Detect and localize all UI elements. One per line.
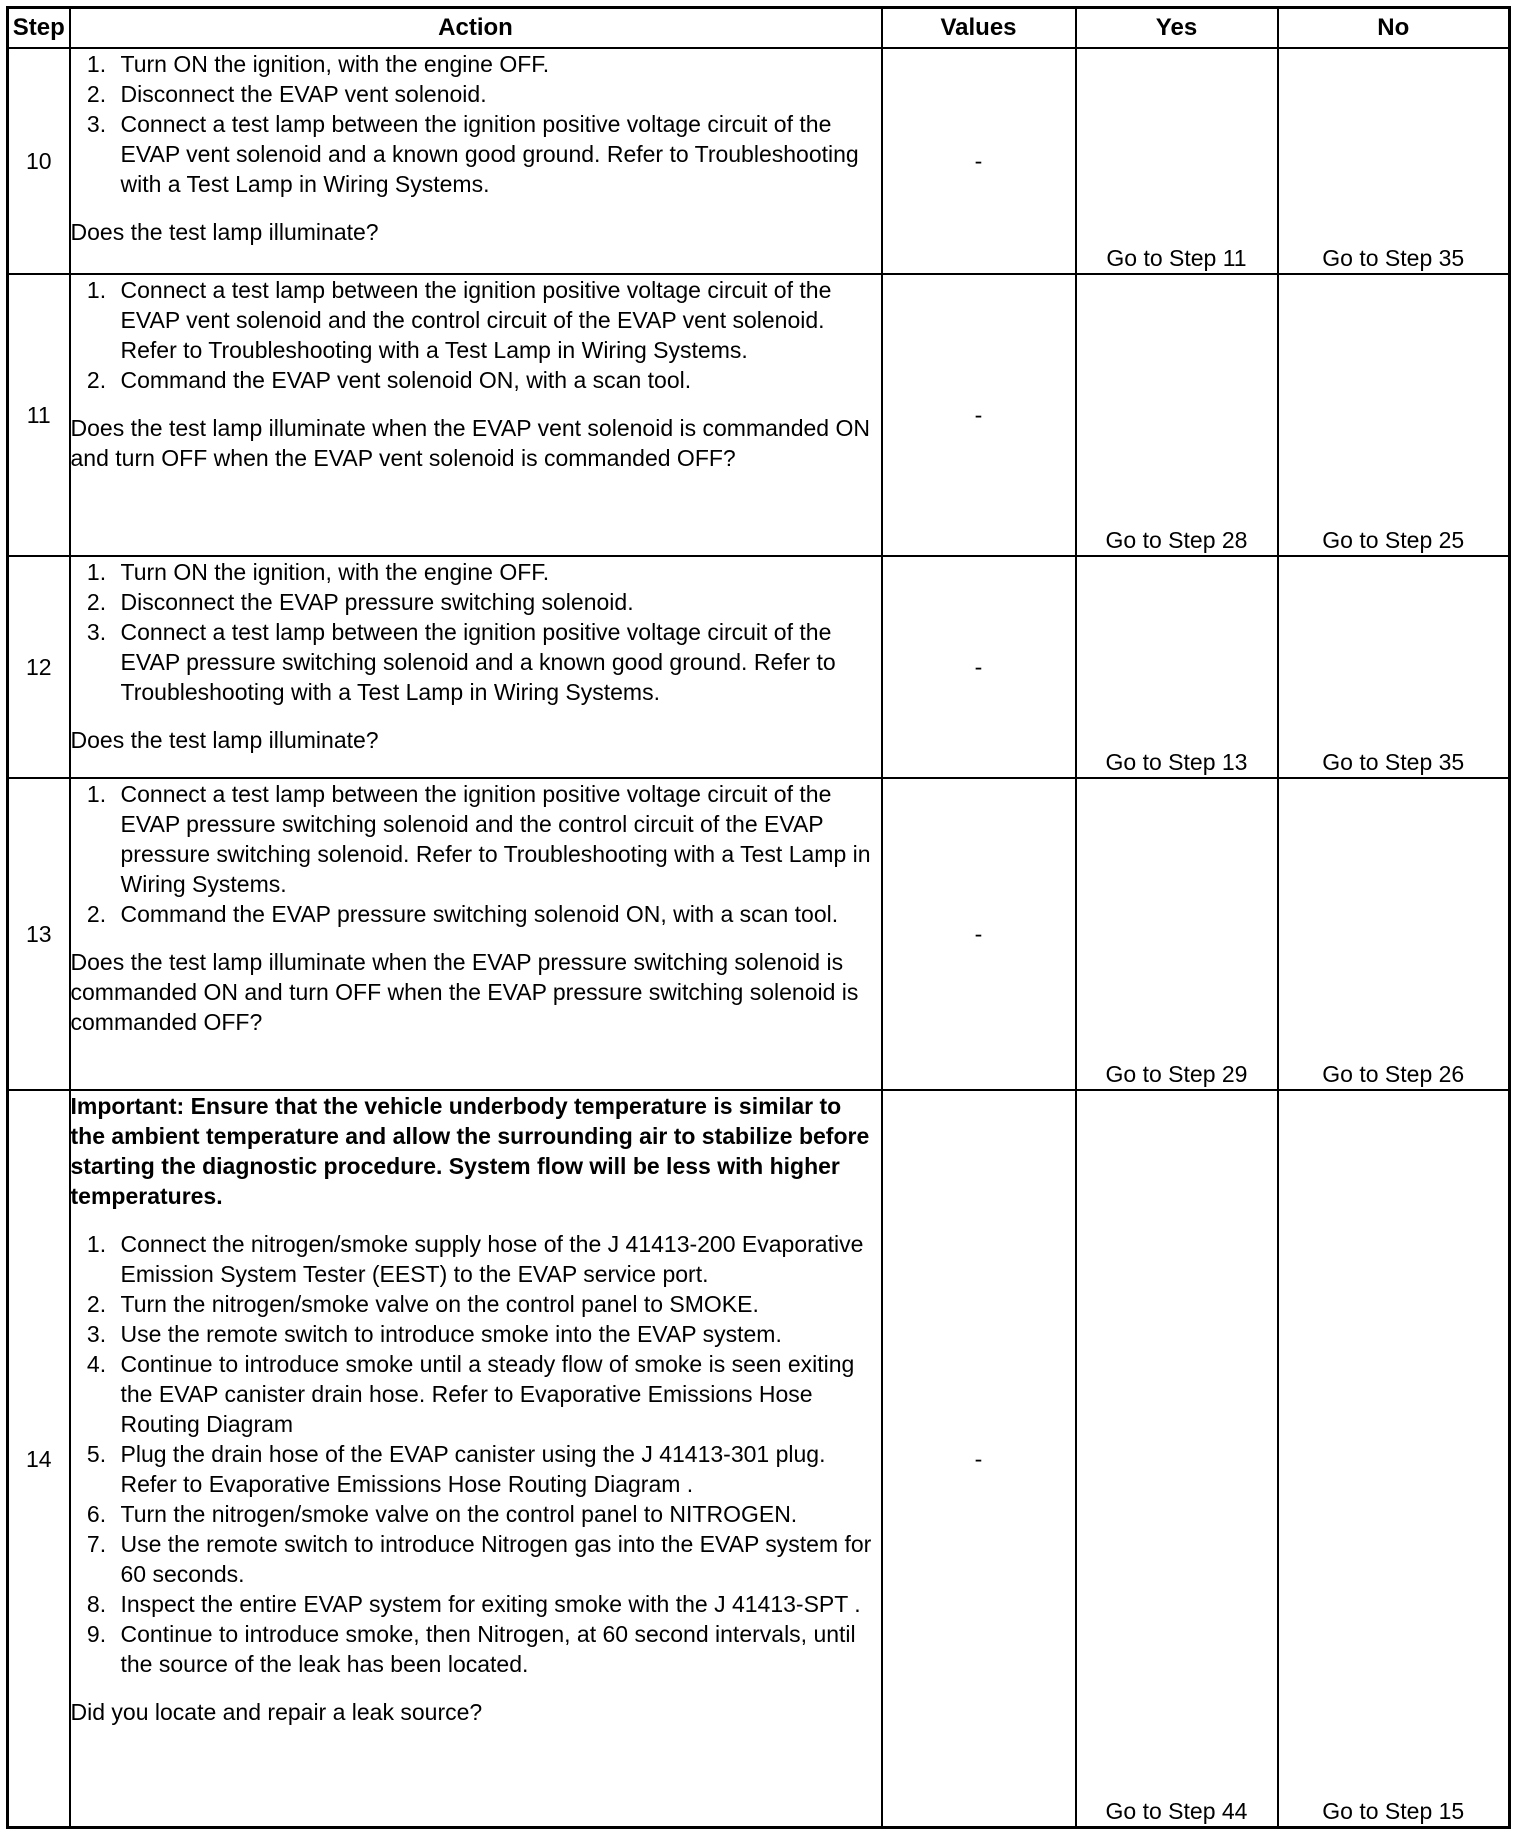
action-question: Does the test lamp illuminate when the EVAP vent solenoid is commanded ON and turn OFF when the EVAP vent solenoid is commanded OFF? — [70, 415, 870, 471]
yes-cell: Go to Step 13 — [1076, 556, 1278, 778]
action-step: 1. Connect a test lamp between the ignition positive voltage circuit of the EVAP vent solenoid and the control circuit of the EVAP vent solenoid. Refer to Troubleshooting with a Test Lamp in Wiring Systems. — [113, 275, 881, 365]
table-row — [8, 556, 1510, 778]
values-cell: - — [882, 1090, 1076, 1828]
action-cell — [70, 1090, 882, 1828]
step-number: 14 — [8, 1090, 70, 1828]
table-row — [8, 1090, 1510, 1828]
action-step: 6. Turn the nitrogen/smoke valve on the control panel to NITROGEN. — [113, 1499, 881, 1529]
action-step: 2. Disconnect the EVAP pressure switching solenoid. — [113, 587, 881, 617]
header-no: No — [1278, 8, 1510, 49]
step-number: 11 — [8, 274, 70, 556]
action-question: Did you locate and repair a leak source? — [70, 1699, 483, 1725]
header-row — [8, 8, 1510, 49]
action-step: 5. Plug the drain hose of the EVAP canister using the J 41413-301 plug. Refer to Evaporative Emissions Hose Routing Diagram . — [113, 1439, 881, 1499]
yes-cell: Go to Step 29 — [1076, 778, 1278, 1090]
action-steps — [71, 779, 881, 929]
no-cell: Go to Step 25 — [1278, 274, 1510, 556]
values-cell: - — [882, 556, 1076, 778]
action-step: 1. Turn ON the ignition, with the engine OFF. — [113, 557, 881, 587]
values-cell: - — [882, 274, 1076, 556]
header-step: Step — [8, 8, 70, 49]
action-cell — [70, 556, 882, 778]
table-row — [8, 778, 1510, 1090]
header-action: Action — [70, 8, 882, 49]
values-cell: - — [882, 778, 1076, 1090]
action-steps — [71, 557, 881, 707]
step-number: 12 — [8, 556, 70, 778]
action-step: 3. Use the remote switch to introduce smoke into the EVAP system. — [113, 1319, 881, 1349]
action-step: 4. Continue to introduce smoke until a steady flow of smoke is seen exiting the EVAP canister drain hose. Refer to Evaporative Emissions Hose Routing Diagram — [113, 1349, 881, 1439]
action-step: 2. Turn the nitrogen/smoke valve on the control panel to SMOKE. — [113, 1289, 881, 1319]
yes-cell: Go to Step 44 — [1076, 1090, 1278, 1828]
diagnostic-table-container — [6, 6, 1508, 1829]
action-question: Does the test lamp illuminate? — [70, 727, 379, 753]
action-cell — [70, 778, 882, 1090]
action-step: 2. Command the EVAP pressure switching solenoid ON, with a scan tool. — [113, 899, 881, 929]
no-cell: Go to Step 35 — [1278, 556, 1510, 778]
header-values: Values — [882, 8, 1076, 49]
header-yes: Yes — [1076, 8, 1278, 49]
action-step: 1. Connect a test lamp between the ignition positive voltage circuit of the EVAP pressure switching solenoid and the control circuit of the EVAP pressure switching solenoid. Refer to Troubleshooting with a Test Lamp in Wiring Systems. — [113, 779, 881, 899]
action-steps — [71, 1229, 881, 1679]
yes-cell: Go to Step 11 — [1076, 48, 1278, 274]
no-cell: Go to Step 15 — [1278, 1090, 1510, 1828]
table-row — [8, 274, 1510, 556]
action-step: 2. Command the EVAP vent solenoid ON, with a scan tool. — [113, 365, 881, 395]
values-cell: - — [882, 48, 1076, 274]
action-step: 9. Continue to introduce smoke, then Nitrogen, at 60 second intervals, until the source of the leak has been located. — [113, 1619, 881, 1679]
action-cell — [70, 274, 882, 556]
action-question: Does the test lamp illuminate when the EVAP pressure switching solenoid is commanded ON and turn OFF when the EVAP pressure switching solenoid is commanded OFF? — [70, 949, 859, 1035]
action-step: 3. Connect a test lamp between the ignition positive voltage circuit of the EVAP vent solenoid and a known good ground. Refer to Troubleshooting with a Test Lamp in Wiring Systems. — [113, 109, 881, 199]
yes-cell: Go to Step 28 — [1076, 274, 1278, 556]
action-question: Does the test lamp illuminate? — [70, 219, 379, 245]
action-step: 1. Turn ON the ignition, with the engine OFF. — [113, 49, 881, 79]
action-step: 7. Use the remote switch to introduce Nitrogen gas into the EVAP system for 60 seconds. — [113, 1529, 881, 1589]
no-cell: Go to Step 26 — [1278, 778, 1510, 1090]
no-cell: Go to Step 35 — [1278, 48, 1510, 274]
action-step: 1. Connect the nitrogen/smoke supply hose of the J 41413-200 Evaporative Emission System Tester (EEST) to the EVAP service port. — [113, 1229, 881, 1289]
action-step: 8. Inspect the entire EVAP system for exiting smoke with the J 41413-SPT . — [113, 1589, 881, 1619]
important-note: Important: Ensure that the vehicle underbody temperature is similar to the ambient temperature and allow the surrounding air to stabilize before starting the diagnostic procedure. System flow will be less with higher temperatures. — [70, 1093, 870, 1209]
action-cell — [70, 48, 882, 274]
diagnostic-table — [6, 6, 1511, 1829]
action-step: 2. Disconnect the EVAP vent solenoid. — [113, 79, 881, 109]
step-number: 13 — [8, 778, 70, 1090]
action-step: 3. Connect a test lamp between the ignition positive voltage circuit of the EVAP pressure switching solenoid and a known good ground. Refer to Troubleshooting with a Test Lamp in Wiring Systems. — [113, 617, 881, 707]
table-row — [8, 48, 1510, 274]
action-steps — [71, 275, 881, 395]
action-steps — [71, 49, 881, 199]
step-number: 10 — [8, 48, 70, 274]
